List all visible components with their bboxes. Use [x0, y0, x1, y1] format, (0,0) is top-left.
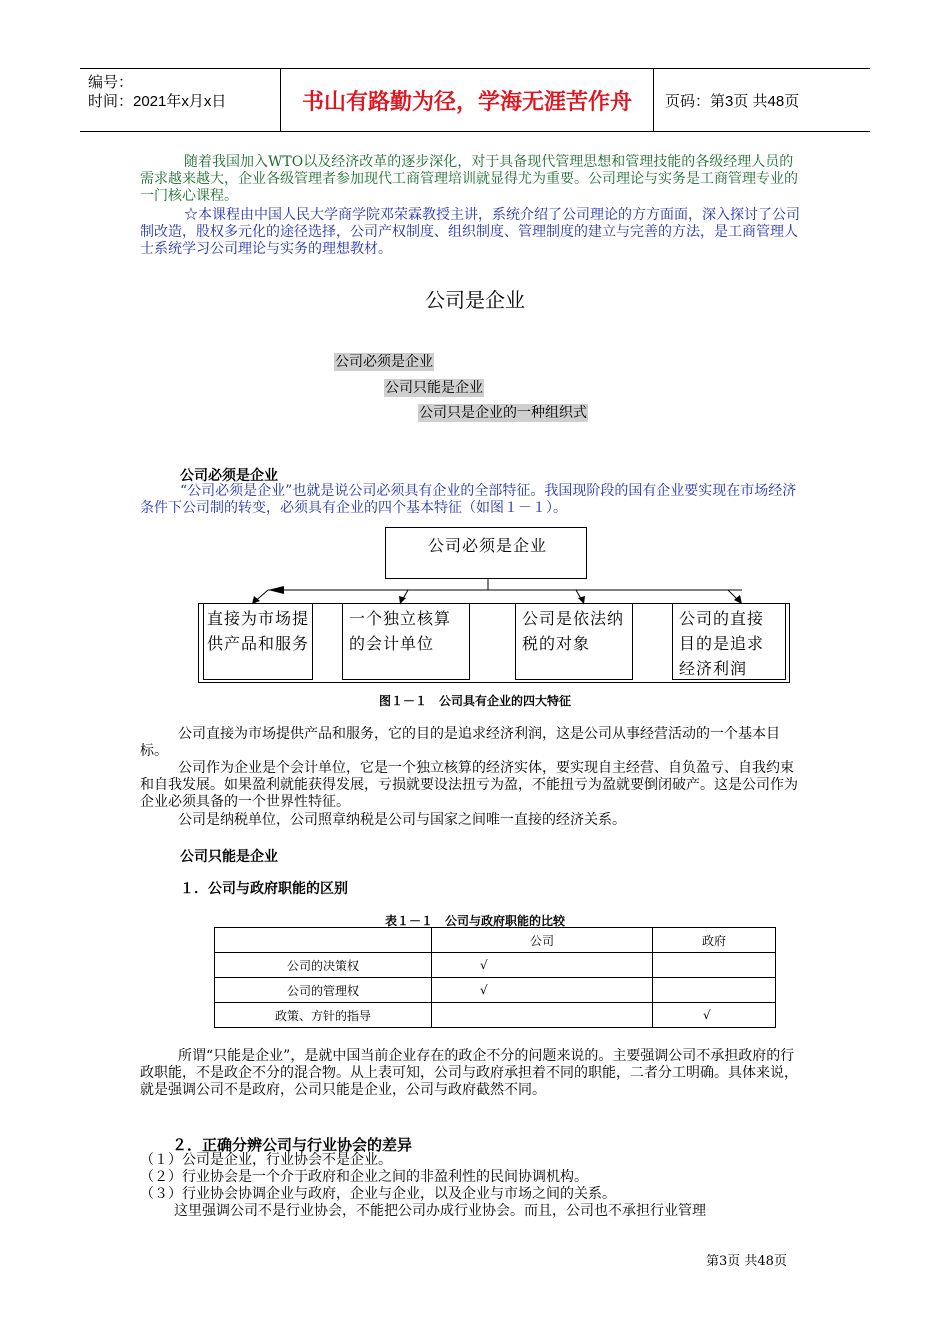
subsection-heading-1: １．公司与政府职能的区别 — [180, 881, 348, 897]
section-heading-1: 公司必须是企业 — [180, 468, 278, 484]
table-cell — [653, 953, 776, 978]
section1-text: “公司必须是企业”也就是说公司必须具有企业的全部特征。我国现阶段的国有企业要实现在市场经济条件下公司制的转变，必须具有企业的四个基本特征（如图１－１）。 — [140, 483, 797, 516]
table-header-cell: 公司 — [432, 928, 653, 953]
time-label: 时间：2021年x月x日 — [88, 93, 227, 110]
table-row — [215, 1003, 776, 1028]
table-cell: √ — [432, 978, 653, 1003]
table-header-row — [215, 928, 776, 953]
table-cell: √ — [653, 1003, 776, 1028]
table-row-label: 公司的决策权 — [215, 953, 432, 978]
list-item: （１）公司是企业，行业协会不是企业。 — [140, 1152, 392, 1168]
intro-paragraph-1: 随着我国加入WTO以及经济改革的逐步深化，对于具备现代管理思想和管理技能的各级经理人员的需求越来越大，企业各级管理者参加现代工商管理培训就显得尤为重要。公司理论与实务是工商管理专业的一门核心课程。 — [140, 154, 798, 204]
diagram-box-2: 一个独立核算的会计单位 — [342, 603, 470, 680]
table-row — [215, 978, 776, 1003]
section-heading-2: 公司只能是企业 — [180, 849, 278, 865]
diagram-top-box: 公司必须是企业 — [385, 527, 587, 579]
code-label: 编号： — [88, 74, 134, 91]
outline-item-3: 公司只是企业的一种组织式 — [419, 405, 587, 421]
table-cell — [653, 978, 776, 1003]
header-motto: 书山有路勤为径，学海无涯苦作舟 — [280, 69, 654, 131]
body1-paragraph-3: 公司是纳税单位，公司照章纳税是公司与国家之间唯一直接的经济关系。 — [178, 812, 626, 828]
body2-paragraph-1: 所谓“只能是企业”，是就中国当前企业存在的政企不分的问题来说的。主要强调公司不承担政府的行政职能，不是政企不分的混合物。从上表可知，公司与政府承担着不同的职能，二者分工明确。具体来说，就是强调公司不是政府，公司只能是企业，公司与政府截然不同。 — [140, 1048, 798, 1098]
subsection-heading-2: ２．正确分辨公司与行业协会的差异 — [172, 1136, 413, 1154]
list-item: （２）行业协会是一个介于政府和企业之间的非盈利性的民间协调机构。 — [140, 1169, 588, 1185]
table-row-label: 政策、方针的指导 — [215, 1003, 432, 1028]
intro-paragraph-2: ☆本课程由中国人民大学商学院邓荣霖教授主讲，系统介绍了公司理论的方方面面，深入探讨了公司制改造，股权多元化的途径选择，公司产权制度、组织制度、管理制度的建立与完善的方法，是工商管理人士系统学习公司理论与实务的理想教材。 — [140, 207, 800, 257]
table-cell: √ — [432, 953, 653, 978]
diagram-box-3: 公司是依法纳税的对象 — [515, 603, 633, 680]
comparison-table — [214, 927, 776, 1028]
table-header-cell: 政府 — [653, 928, 776, 953]
outline-item-2: 公司只能是企业 — [385, 380, 483, 396]
page-header — [80, 68, 870, 132]
body1-paragraph-2: 公司作为企业是个会计单位，它是一个独立核算的经济实体，要实现自主经营、自负盈亏、自我约束和自我发展。如果盈利就能获得发展，亏损就要设法扭亏为盈，不能扭亏为盈就要倒闭破产。这是公司作为企业必须具备的一个世界性特征。 — [140, 760, 798, 810]
list-item: （３）行业协会协调企业与政府，企业与企业，以及企业与市场之间的关系。 — [140, 1186, 616, 1202]
diagram-box-1: 直接为市场提供产品和服务 — [203, 603, 313, 680]
body1-paragraph-1: 公司直接为市场提供产品和服务，它的目的是追求经济利润，这是公司从事经营活动的一个基本目标。 — [140, 726, 780, 759]
diagram-caption: 图１－１ 公司具有企业的四大特征 — [378, 694, 571, 708]
table-cell — [432, 1003, 653, 1028]
header-meta — [80, 69, 280, 131]
diagram-box-4: 公司的直接目的是追求经济利润 — [672, 603, 786, 680]
table-row — [215, 953, 776, 978]
page-footer: 第3页 共48页 — [706, 1254, 787, 1269]
section3-tail: 这里强调公司不是行业协会，不能把公司办成行业协会。而且，公司也不承担行业管理 — [174, 1203, 706, 1219]
table-row-label: 公司的管理权 — [215, 978, 432, 1003]
outline-item-1: 公司必须是企业 — [335, 354, 433, 370]
header-page-label: 页码：第3页 共48页 — [665, 92, 800, 110]
table-caption: 表１－１ 公司与政府职能的比较 — [384, 914, 565, 928]
table-header-cell — [215, 928, 432, 953]
page-title: 公司是企业 — [425, 288, 525, 312]
